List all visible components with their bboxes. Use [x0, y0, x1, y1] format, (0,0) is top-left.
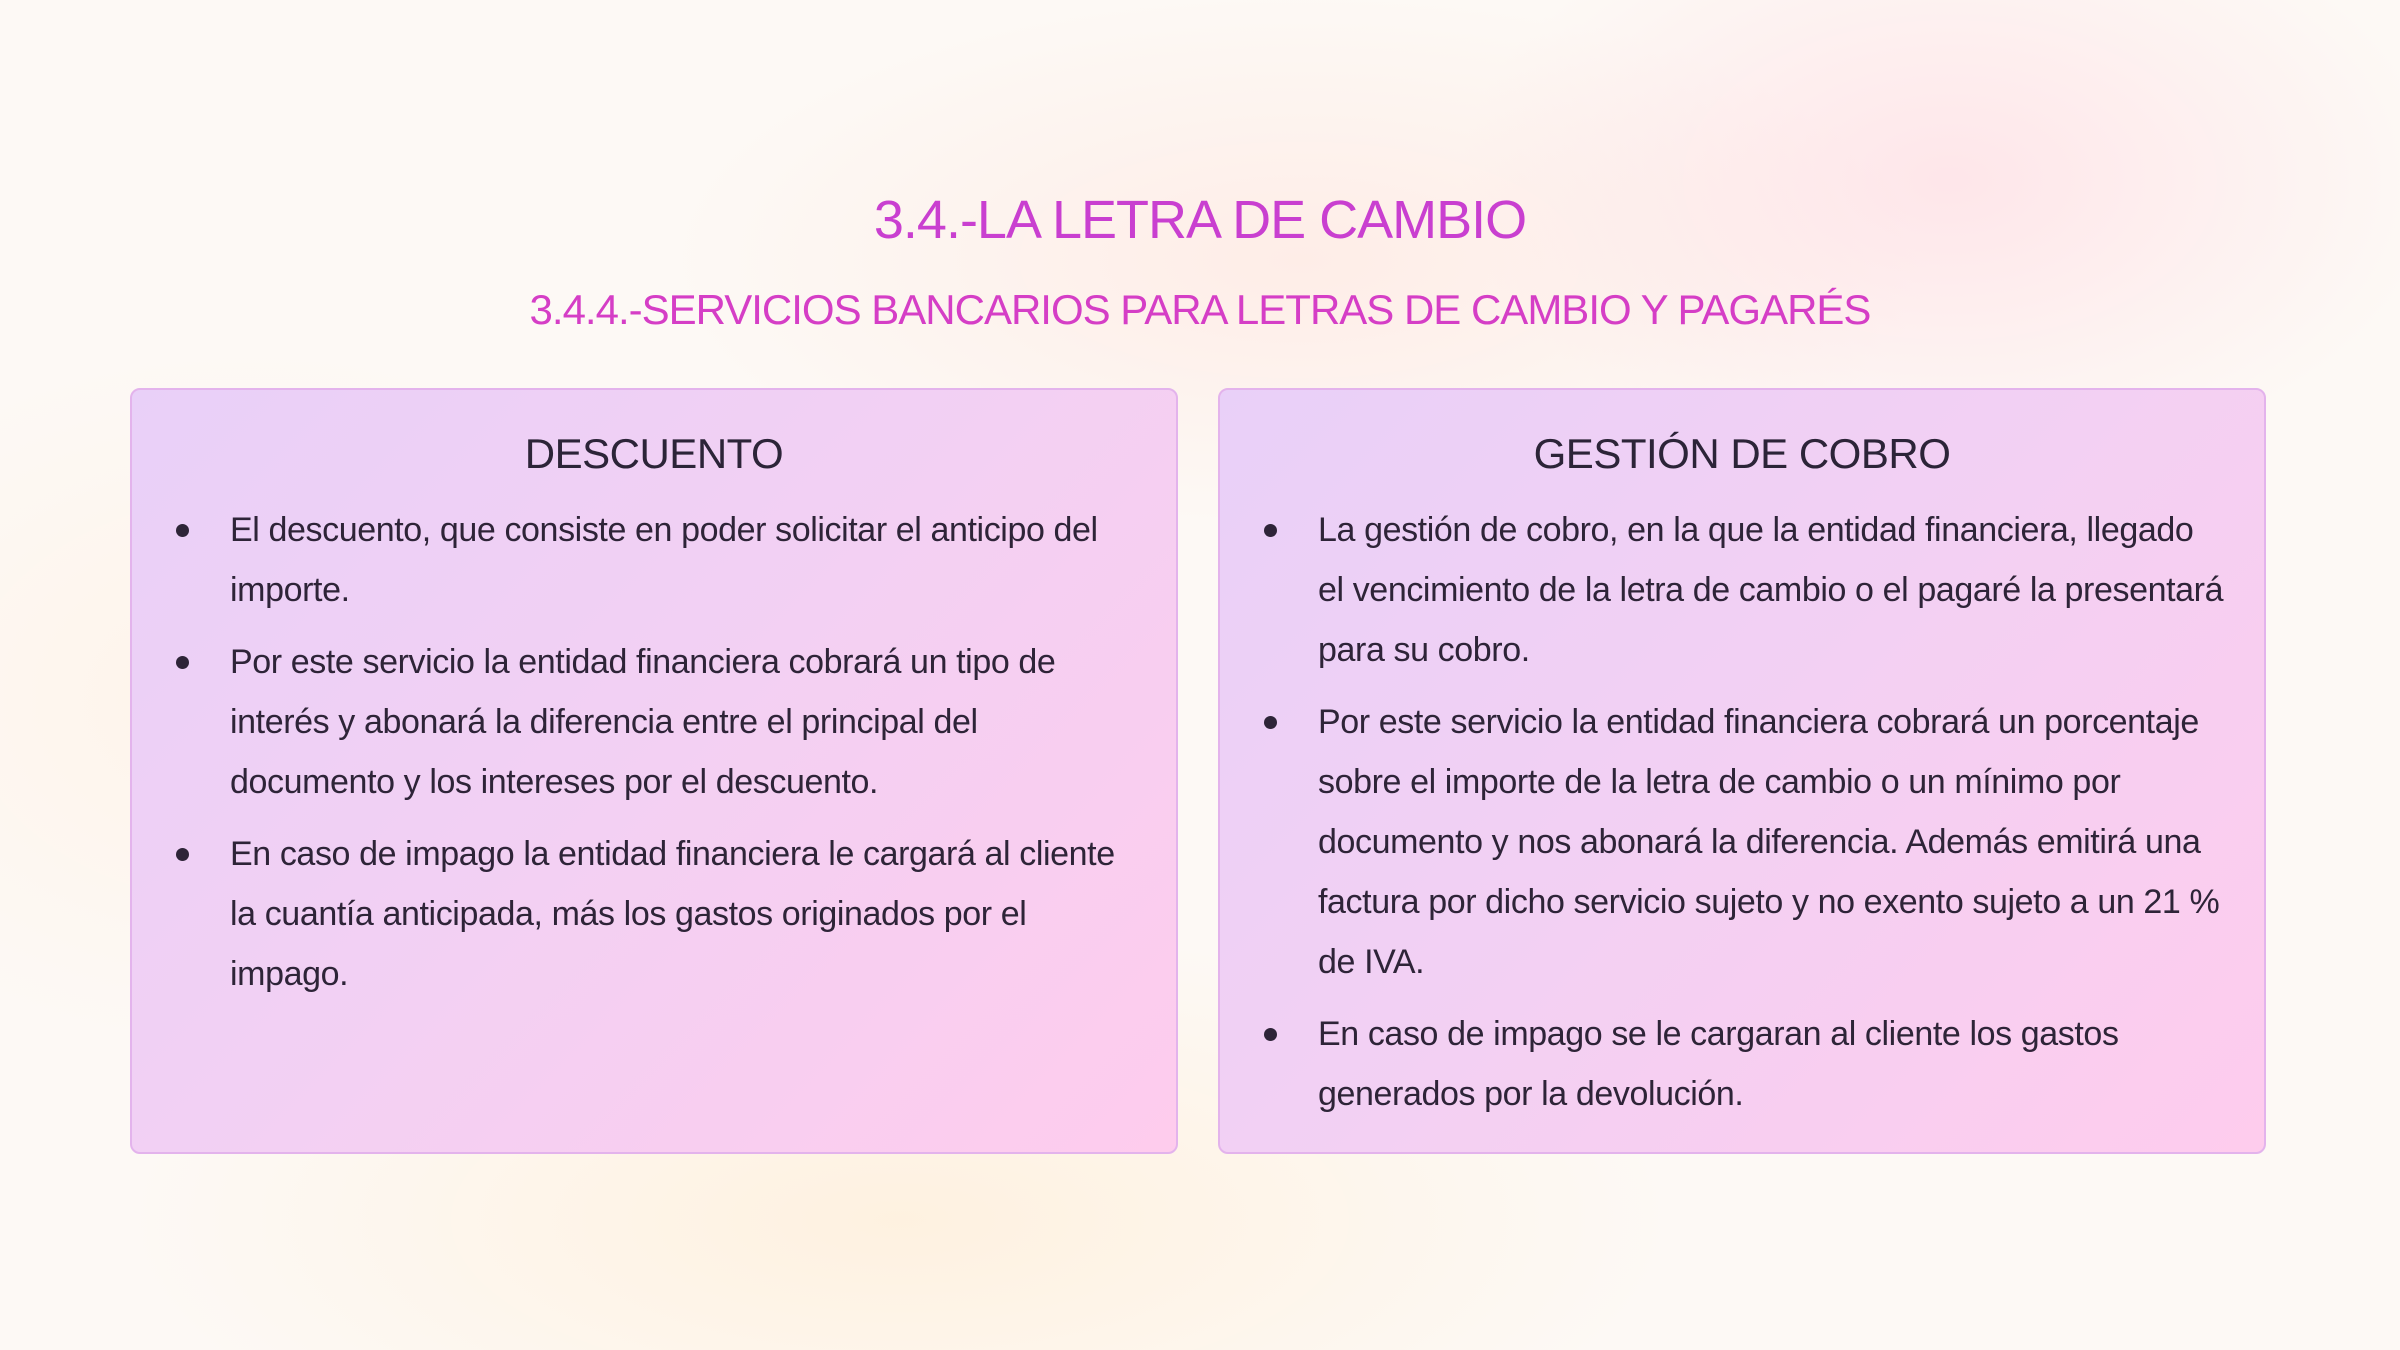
list-item-text: Por este servicio la entidad financiera cobrará un tipo de interés y abonará la diferencia entre el principal del documento y los intereses por el descuento. [230, 643, 1056, 801]
card-heading-gestion-de-cobro: GESTIÓN DE COBRO [1533, 430, 1951, 477]
bullet-list-descuento [132, 500, 1176, 1016]
list-item [1220, 692, 2264, 992]
bullet-icon [176, 656, 189, 669]
card-gestion-de-cobro [1218, 388, 2266, 1154]
list-item [132, 632, 1176, 812]
bullet-list-gestion-de-cobro [1220, 500, 2264, 1136]
list-item-text: Por este servicio la entidad financiera cobrará un porcentaje sobre el importe de la letra de cambio o un mínimo por documento y nos abonará la diferencia. Además emitirá una factura por dicho servicio sujeto y no exento sujeto a un 21 % de IVA. [1318, 703, 2220, 981]
bullet-icon [1264, 524, 1277, 537]
slide-title: 3.4.-LA LETRA DE CAMBIO [873, 190, 1527, 250]
list-item-text: El descuento, que consiste en poder solicitar el anticipo del importe. [230, 511, 1098, 609]
bullet-icon [176, 524, 189, 537]
list-item-text: En caso de impago se le cargaran al cliente los gastos generados por la devolución. [1318, 1015, 2119, 1113]
bullet-icon [176, 848, 189, 861]
card-descuento [130, 388, 1178, 1154]
bullet-icon [1264, 716, 1277, 729]
list-item [132, 824, 1176, 1004]
bullet-icon [1264, 1028, 1277, 1041]
list-item [132, 500, 1176, 620]
list-item [1220, 500, 2264, 680]
list-item [1220, 1004, 2264, 1124]
slide-subtitle: 3.4.4.-SERVICIOS BANCARIOS PARA LETRAS DE CAMBIO Y PAGARÉS [529, 286, 1871, 333]
card-heading-descuento: DESCUENTO [524, 430, 784, 477]
list-item-text: En caso de impago la entidad financiera le cargará al cliente la cuantía anticipada, más los gastos originados por el impago. [230, 835, 1115, 993]
list-item-text: La gestión de cobro, en la que la entidad financiera, llegado el vencimiento de la letra de cambio o el pagaré la presentará para su cobro. [1318, 511, 2224, 669]
